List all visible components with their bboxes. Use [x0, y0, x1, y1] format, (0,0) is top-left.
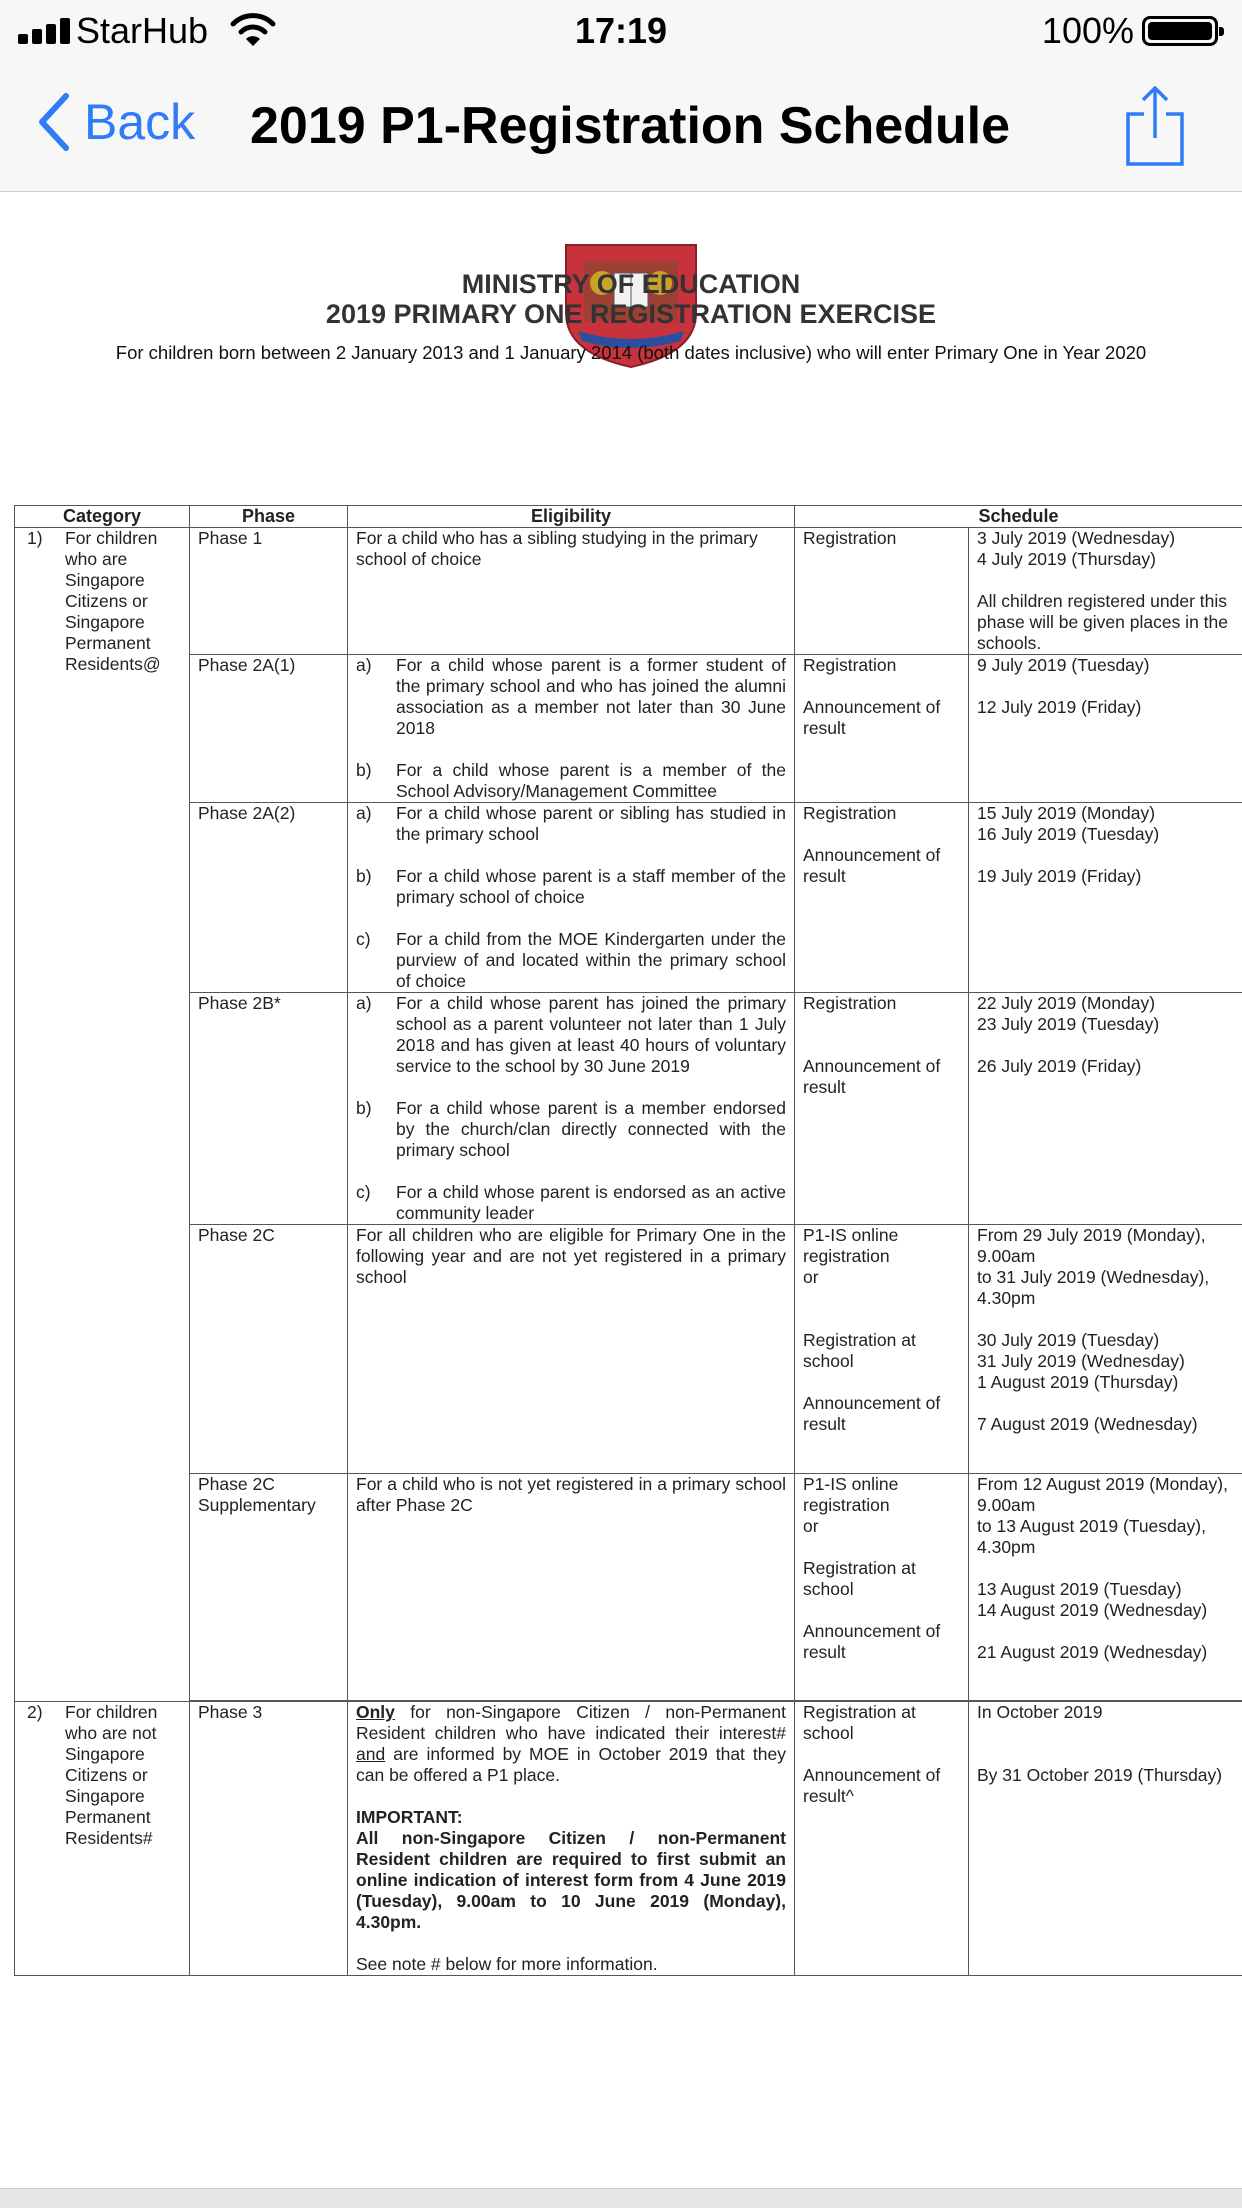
schedule-date-cell: 22 July 2019 (Monday) 23 July 2019 (Tuesday) 26 July 2019 (Friday) — [969, 993, 1242, 1225]
schedule-label-cell: Registration Announcement of result — [795, 655, 969, 803]
column-header: Category — [15, 506, 190, 528]
table-header-row — [15, 506, 1242, 528]
table-row — [15, 1702, 1242, 1976]
status-bar — [0, 0, 1242, 62]
schedule-date-cell: From 12 August 2019 (Monday), 9.00am to 13 August 2019 (Tuesday), 4.30pm 13 August 2019 (Tuesday) 14 August 2019 (Wednesday) 21 August 2019 (Wednesday) — [969, 1474, 1242, 1701]
battery-icon — [1142, 16, 1218, 46]
share-icon[interactable] — [1124, 84, 1186, 168]
schedule-label-cell: Registration — [795, 528, 969, 655]
eligibility-cell: a) For a child whose parent has joined the primary school as a parent volunteer not later than 1 July 2018 and has given at least 40 hours of voluntary service to the school by 30 June 2019 b) For a child whose parent is a member endorsed by the church/clan directly connected with the primary school c) For a child whose parent is endorsed as an active community leader — [348, 993, 795, 1225]
eligibility-cell: a) For a child whose parent or sibling has studied in the primary school b) For a child whose parent is a staff member of the primary school of choice c) For a child from the MOE Kindergarten under the purview of and located within the primary school of choice — [348, 803, 795, 993]
phase-cell: Phase 2A(2) — [190, 803, 348, 993]
eligibility-cell: a) For a child whose parent is a former student of the primary school and who has joined the alumni association as a member not later than 30 June 2018 b) For a child whose parent is a member of the School Advisory/Management Committee — [348, 655, 795, 803]
registration-schedule-table — [14, 505, 1242, 1976]
eligibility-cell: For a child who has a sibling studying in the primary school of choice — [348, 528, 795, 655]
clock: 17:19 — [574, 10, 668, 51]
chevron-left-icon — [36, 92, 72, 152]
schedule-date-cell: From 29 July 2019 (Monday), 9.00am to 31 July 2019 (Wednesday), 4.30pm 30 July 2019 (Tuesday) 31 July 2019 (Wednesday) 1 August 2019 (Thursday) 7 August 2019 (Wednesday) — [969, 1225, 1242, 1474]
phase-cell: Phase 2A(1) — [190, 655, 348, 803]
back-label: Back — [84, 94, 196, 150]
battery-percent: 100% — [1041, 10, 1134, 51]
schedule-date-cell: 9 July 2019 (Tuesday) 12 July 2019 (Friday) — [969, 655, 1242, 803]
column-header: Phase — [190, 506, 348, 528]
carrier-name: StarHub — [76, 10, 209, 51]
category-cell: 1) For children who are Singapore Citizens or Singapore Permanent Residents@ — [15, 528, 190, 1702]
schedule-label-cell: P1-IS online registration or Registration at school Announcement of result — [795, 1225, 969, 1474]
schedule-label-cell: P1-IS online registration or Registration at school Announcement of result — [795, 1474, 969, 1701]
table-row — [15, 993, 1242, 1225]
back-button[interactable] — [36, 92, 195, 152]
navigation-bar — [0, 62, 1242, 192]
eligibility-cell: Only for non-Singapore Citizen / non-Permanent Resident children who have indicated their interest# and are informed by MOE in October 2019 that they can be offered a P1 place. IMPORTANT: All non-Singapore Citizen / non-Permanent Resident children are required to first submit an online indication of interest form from 4 June 2019 (Tuesday), 9.00am to 10 June 2019 (Monday), 4.30pm. See note # below for more information. — [348, 1702, 795, 1976]
pdf-document[interactable] — [0, 193, 1242, 2188]
bottom-toolbar — [0, 2188, 1242, 2208]
table-row — [15, 528, 1242, 655]
table-row — [15, 1474, 1242, 1701]
phase-cell: Phase 3 — [190, 1702, 348, 1976]
schedule-date-cell: In October 2019 By 31 October 2019 (Thursday) — [969, 1702, 1242, 1976]
schedule-label-cell: Registration at school Announcement of result^ — [795, 1702, 969, 1976]
phase-cell: Phase 2C — [190, 1225, 348, 1474]
schedule-date-cell: 15 July 2019 (Monday) 16 July 2019 (Tuesday) 19 July 2019 (Friday) — [969, 803, 1242, 993]
phase-cell: Phase 1 — [190, 528, 348, 655]
schedule-label-cell: Registration Announcement of result — [795, 993, 969, 1225]
table-row — [15, 803, 1242, 993]
category-cell: 2) For children who are not Singapore Citizens or Singapore Permanent Residents# — [15, 1702, 190, 1976]
phase-cell: Phase 2C Supplementary — [190, 1474, 348, 1701]
ministry-heading: MINISTRY OF EDUCATION — [461, 269, 801, 299]
exercise-heading: 2019 PRIMARY ONE REGISTRATION EXERCISE — [325, 299, 937, 329]
eligibility-cell: For a child who is not yet registered in a primary school after Phase 2C — [348, 1474, 795, 1701]
eligibility-cell: For all children who are eligible for Primary One in the following year and are not yet registered in a primary school — [348, 1225, 795, 1474]
document-subtitle: For children born between 2 January 2013 and 1 January 2014 (both dates inclusive) who will enter Primary One in Year 2020 — [115, 342, 1147, 363]
phase-cell: Phase 2B* — [190, 993, 348, 1225]
column-header: Eligibility — [348, 506, 795, 528]
schedule-date-cell: 3 July 2019 (Wednesday) 4 July 2019 (Thursday) All children registered under this phase will be given places in the schools. — [969, 528, 1242, 655]
table-row — [15, 1225, 1242, 1474]
column-header: Schedule — [795, 506, 1242, 528]
page-title: 2019 P1-Registration Schedule — [250, 97, 1011, 155]
schedule-label-cell: Registration Announcement of result — [795, 803, 969, 993]
table-row — [15, 655, 1242, 803]
